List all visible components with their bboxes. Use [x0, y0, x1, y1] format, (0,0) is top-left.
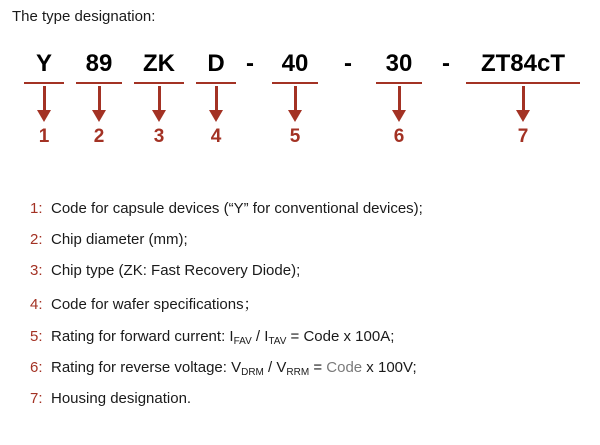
down-arrow-icon [24, 86, 64, 126]
designation-segment [76, 50, 122, 148]
designation-code: 40 [281, 50, 309, 77]
designation-index: 6 [393, 126, 405, 147]
designation-code: D [207, 50, 225, 77]
designation-underline [134, 82, 184, 84]
down-arrow-icon [76, 86, 122, 126]
designation-underline [376, 82, 422, 84]
legend-item-text: Housing designation. [51, 390, 192, 407]
designation-code: ZT84cT [480, 50, 566, 77]
designation-code: Y [35, 50, 52, 77]
designation-underline [466, 82, 580, 84]
legend-item [30, 390, 590, 407]
legend-item [30, 359, 590, 376]
designation-index: 3 [153, 126, 165, 147]
designation-segment [24, 50, 64, 148]
designation-index: 4 [210, 126, 222, 147]
down-arrow-icon [272, 86, 318, 126]
designation-separator: - [442, 50, 450, 77]
legend-item-key: 2: [30, 231, 43, 248]
legend-item [30, 200, 590, 217]
legend-item-key: 6: [30, 359, 43, 376]
type-designation-diagram [24, 50, 580, 180]
designation-separator: - [344, 50, 352, 77]
designation-code: 30 [385, 50, 413, 77]
legend-item [30, 231, 590, 248]
designation-segment [466, 50, 580, 148]
designation-underline [196, 82, 236, 84]
designation-segment [272, 50, 318, 148]
designation-code: ZK [143, 50, 175, 77]
designation-segment [134, 50, 184, 148]
down-arrow-icon [376, 86, 422, 126]
legend-item-key: 1: [30, 200, 43, 217]
legend-item-text: Chip diameter (mm); [51, 231, 188, 248]
designation-underline [76, 82, 122, 84]
designation-index: 5 [289, 126, 301, 147]
legend-item-text: Rating for reverse voltage: $V_{DRM} / V_{RRM}$ = Code x 100V; [51, 359, 417, 378]
legend-item-key: 7: [30, 390, 43, 407]
designation-segment [376, 50, 422, 148]
designation-code: 89 [85, 50, 113, 77]
designation-underline [272, 82, 318, 84]
legend-item-text: Code for capsule devices (“Y” for conventional devices); [51, 200, 423, 217]
legend-item-key: 4: [30, 296, 43, 313]
legend-item [30, 293, 590, 314]
down-arrow-icon [134, 86, 184, 126]
designation-segment [196, 50, 236, 148]
legend-item-key: 5: [30, 328, 43, 345]
legend-item-text: Rating for forward current: $I_{FAV} / I_{TAV}$ = Code x 100A; [51, 328, 395, 347]
designation-separator: - [246, 50, 254, 77]
designation-underline [24, 82, 64, 84]
legend-item-text: Code for wafer specifications； [51, 296, 259, 313]
legend-item-text: Chip type (ZK: Fast Recovery Diode); [51, 262, 301, 279]
down-arrow-icon [196, 86, 236, 126]
legend-list [30, 200, 590, 421]
legend-item [30, 262, 590, 279]
intro-text: The type designation: [12, 8, 156, 25]
legend-item-key: 3: [30, 262, 43, 279]
legend-item [30, 328, 590, 345]
designation-index: 2 [93, 126, 105, 147]
down-arrow-icon [466, 86, 580, 126]
designation-index: 1 [38, 126, 50, 147]
designation-index: 7 [517, 126, 529, 147]
